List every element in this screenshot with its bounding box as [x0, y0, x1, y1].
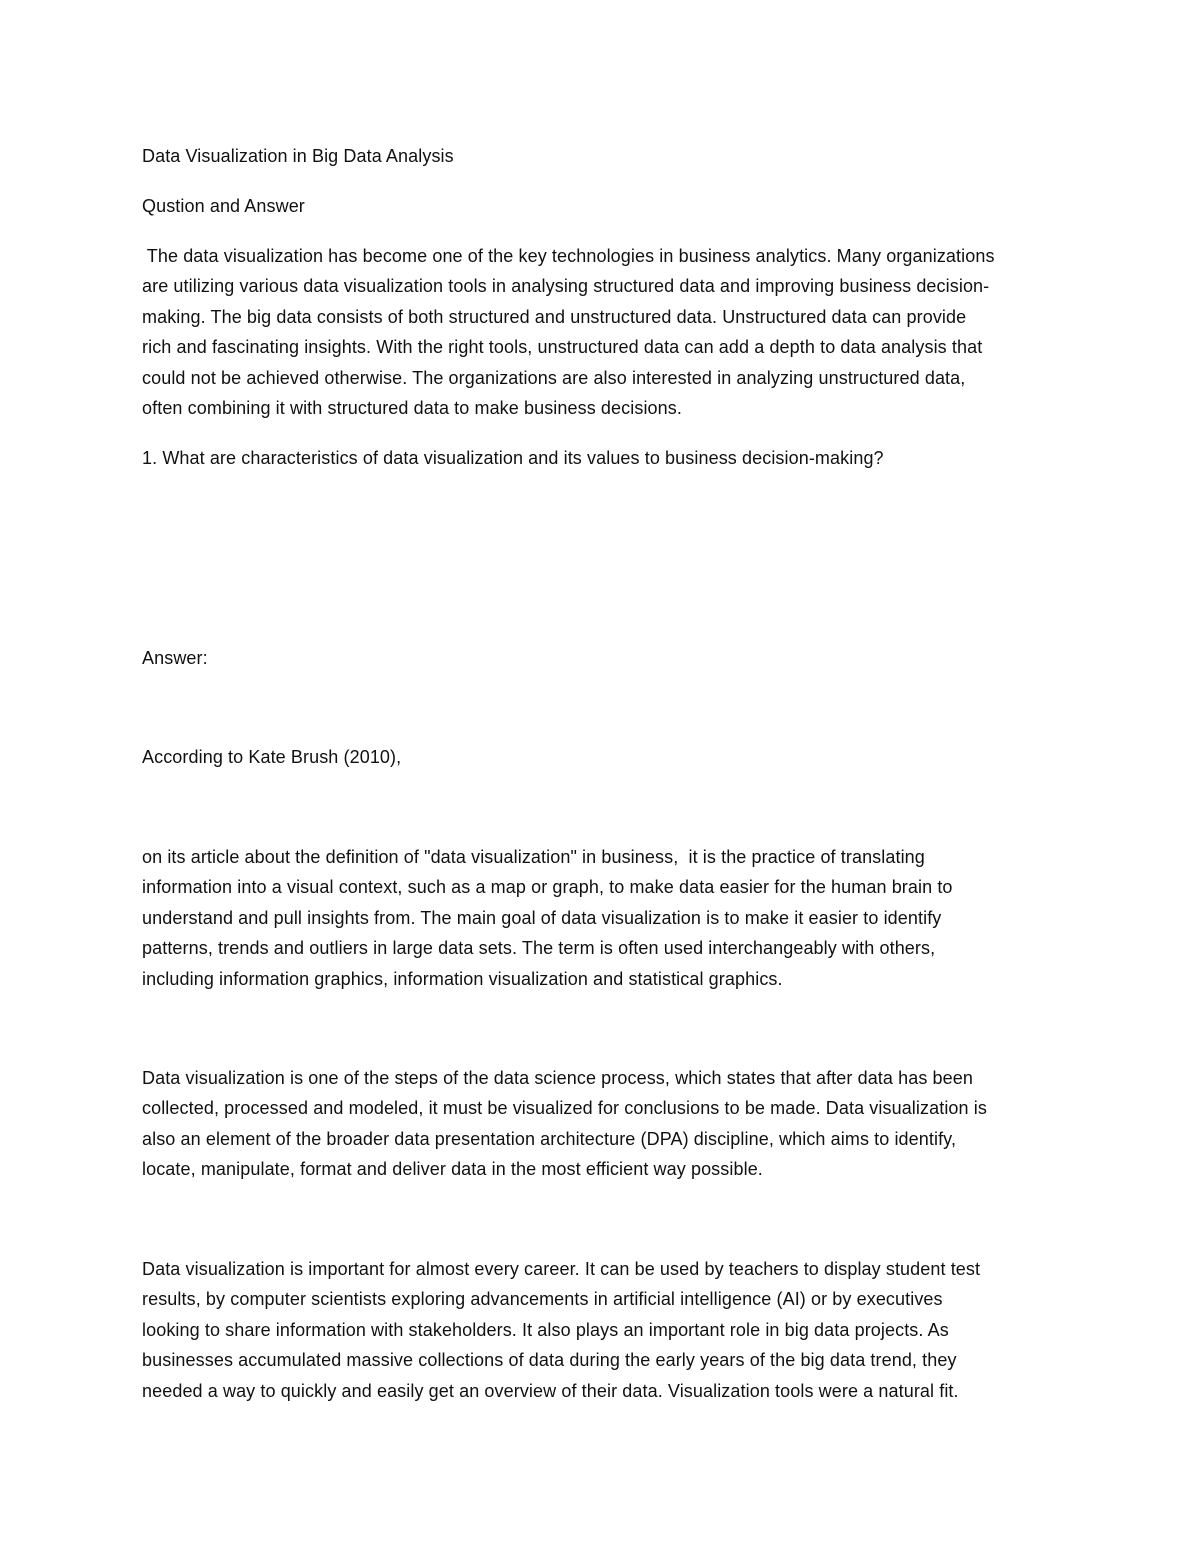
paragraph-line: needed a way to quickly and easily get an overview of their data. Visualization tools were a natural fit.: [142, 1380, 959, 1401]
document-subtitle: Qustion and Answer: [142, 196, 305, 216]
paragraph-line: Data visualization is one of the steps of the data science process, which states that after data has been: [142, 1068, 973, 1088]
paragraph-line: results, by computer scientists exploring advancements in artificial intelligence (AI) or by executives: [142, 1289, 943, 1310]
paragraph-line: information into a visual context, such as a map or graph, to make data easier for the human brain to: [142, 877, 953, 898]
paragraph-line: collected, processed and modeled, it must be visualized for conclusions to be made. Data visualization is: [142, 1098, 987, 1119]
answer-paragraph-1: [142, 842, 1062, 994]
intro-line: rich and fascinating insights. With the right tools, unstructured data can add a depth to data analysis that: [142, 337, 983, 358]
paragraph-line: patterns, trends and outliers in large data sets. The term is often used interchangeably with others,: [142, 938, 936, 959]
intro-line: could not be achieved otherwise. The organizations are also interested in analyzing unstructured data,: [142, 367, 966, 388]
paragraph-line: including information graphics, information visualization and statistical graphics.: [142, 968, 783, 989]
intro-paragraph: [142, 241, 1062, 423]
intro-line: are utilizing various data visualization tools in analysing structured data and improving business decision-: [142, 276, 990, 297]
intro-line: often combining it with structured data to make business decisions.: [142, 398, 682, 419]
citation-text: According to Kate Brush (2010),: [142, 747, 402, 767]
intro-line: The data visualization has become one of the key technologies in business analytics. Many organizations: [142, 246, 995, 266]
paragraph-line: businesses accumulated massive collections of data during the early years of the big data trend, they: [142, 1350, 957, 1371]
paragraph-line: locate, manipulate, format and deliver data in the most efficient way possible.: [142, 1159, 763, 1180]
answer-paragraph-3: [142, 1254, 1062, 1406]
paragraph-line: on its article about the definition of "data visualization" in business, it is the practice of translating: [142, 847, 925, 867]
paragraph-line: understand and pull insights from. The main goal of data visualization is to make it easier to identify: [142, 907, 942, 928]
document-title: Data Visualization in Big Data Analysis: [142, 146, 454, 166]
answer-paragraph-2: [142, 1063, 1062, 1185]
question-text: 1. What are characteristics of data visualization and its values to business decision-making?: [142, 448, 884, 468]
intro-line: making. The big data consists of both structured and unstructured data. Unstructured data can provide: [142, 306, 967, 327]
paragraph-line: Data visualization is important for almost every career. It can be used by teachers to display student test: [142, 1259, 981, 1279]
paragraph-line: looking to share information with stakeholders. It also plays an important role in big data projects. As: [142, 1319, 949, 1340]
paragraph-line: also an element of the broader data presentation architecture (DPA) discipline, which aims to identify,: [142, 1128, 957, 1149]
answer-label: Answer:: [142, 648, 208, 668]
